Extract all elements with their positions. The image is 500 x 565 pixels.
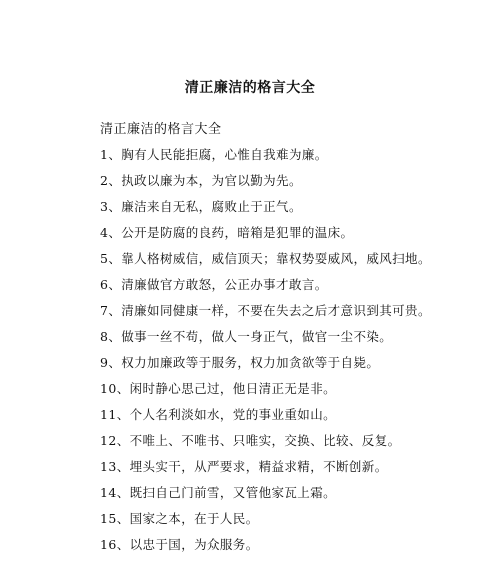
document-title: 清正廉洁的格言大全: [184, 80, 316, 96]
list-item: 15、国家之本，在于人民。: [100, 511, 259, 526]
list-item: 5、靠人格树威信，威信顶天；靠权势耍威风，威风扫地。: [100, 251, 431, 266]
list-item: 4、公开是防腐的良药，暗箱是犯罪的温床。: [100, 225, 354, 240]
list-item: 8、做事一丝不苟，做人一身正气，做官一尘不染。: [100, 329, 393, 344]
list-item: 3、廉洁来自无私，腐败止于正气。: [100, 199, 302, 214]
list-item: 2、执政以廉为本，为官以勤为先。: [100, 173, 302, 188]
list-item: 1、胸有人民能拒腐，心惟自我难为廉。: [100, 147, 328, 162]
motto-list: [100, 146, 431, 562]
list-item: 16、以忠于国，为众服务。: [100, 537, 259, 552]
list-item: 12、不唯上、不唯书、只唯实，交换、比较、反复。: [100, 433, 401, 448]
section-heading: 清正廉洁的格言大全: [100, 122, 222, 137]
list-item: 7、清廉如同健康一样，不要在失去之后才意识到其可贵。: [100, 303, 431, 318]
list-item: 14、既扫自己门前雪，又管他家瓦上霜。: [100, 485, 337, 500]
list-item: 11、个人名利淡如水，党的事业重如山。: [100, 407, 337, 422]
list-item: 13、埋头实干，从严要求，精益求精，不断创新。: [100, 459, 388, 474]
list-item: 9、权力加廉政等于服务，权力加贪欲等于自毙。: [100, 355, 380, 370]
list-item: 6、清廉做官方敢怒，公正办事才敢言。: [100, 277, 328, 292]
list-item: 10、闲时静心思己过，他日清正无是非。: [100, 381, 337, 396]
